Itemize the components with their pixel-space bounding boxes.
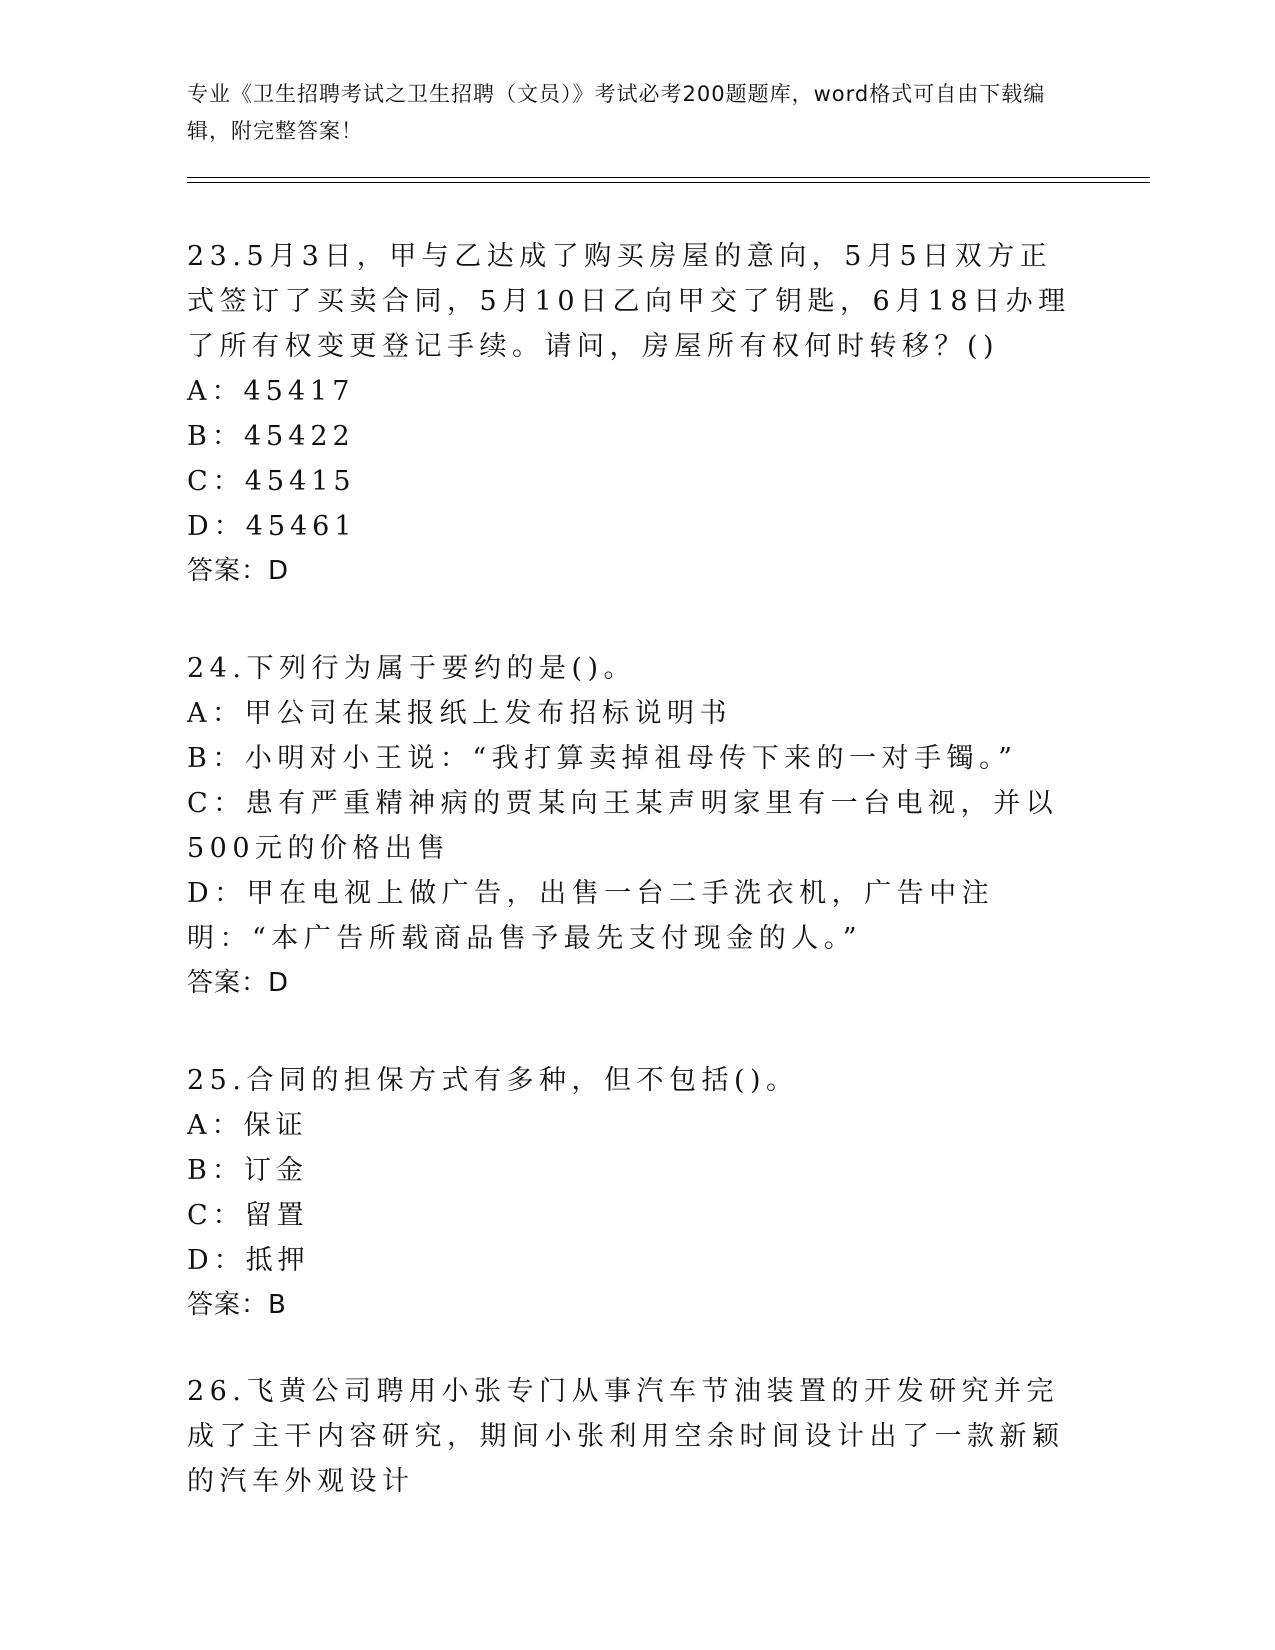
question-24 — [187, 646, 1077, 1006]
option-a: A：保证 — [187, 1110, 308, 1141]
option-d: D：甲在电视上做广告，出售一台二手洗衣机，广告中注明：“本广告所载商品售予最先支付现金的人。” — [187, 878, 995, 954]
question-stem: 26.飞黄公司聘用小张专门从事汽车节油装置的开发研究并完成了主干内容研究，期间小张利用空余时间设计出了一款新颖的汽车外观设计 — [187, 1376, 1065, 1497]
answer: 答案：D — [187, 556, 290, 586]
header-rule-top — [187, 177, 1150, 178]
option-d: D：抵押 — [187, 1245, 310, 1276]
answer: 答案：D — [187, 968, 290, 998]
option-c: C：留置 — [187, 1200, 309, 1231]
option-b: B：订金 — [187, 1155, 308, 1186]
question-26 — [187, 1369, 1077, 1504]
option-b: B：小明对小王说：“我打算卖掉祖母传下来的一对手镯。” — [187, 743, 1018, 774]
option-d: D：45461 — [187, 511, 357, 542]
option-b: B：45422 — [187, 421, 355, 452]
question-23 — [187, 234, 1077, 594]
option-c: C：患有严重精神病的贾某向王某声明家里有一台电视，并以500元的价格出售 — [187, 788, 1059, 864]
question-stem: 24.下列行为属于要约的是()。 — [187, 653, 637, 684]
question-stem: 25.合同的担保方式有多种，但不包括()。 — [187, 1065, 799, 1096]
answer: 答案：B — [187, 1290, 287, 1320]
document-header: 专业《卫生招聘考试之卫生招聘（文员）》考试必考200题题库，word格式可自由下载编辑，附完整答案！ — [187, 82, 1046, 143]
question-stem: 23.5月3日，甲与乙达成了购买房屋的意向，5月5日双方正式签订了买卖合同，5月10日乙向甲交了钥匙，6月18日办理了所有权变更登记手续。请问，房屋所有权何时转移？() — [187, 241, 1071, 362]
option-a: A：甲公司在某报纸上发布招标说明书 — [187, 698, 732, 729]
question-25 — [187, 1058, 1077, 1328]
header-rule-bottom — [187, 182, 1150, 183]
option-a: A：45417 — [187, 376, 355, 407]
option-c: C：45415 — [187, 466, 356, 497]
